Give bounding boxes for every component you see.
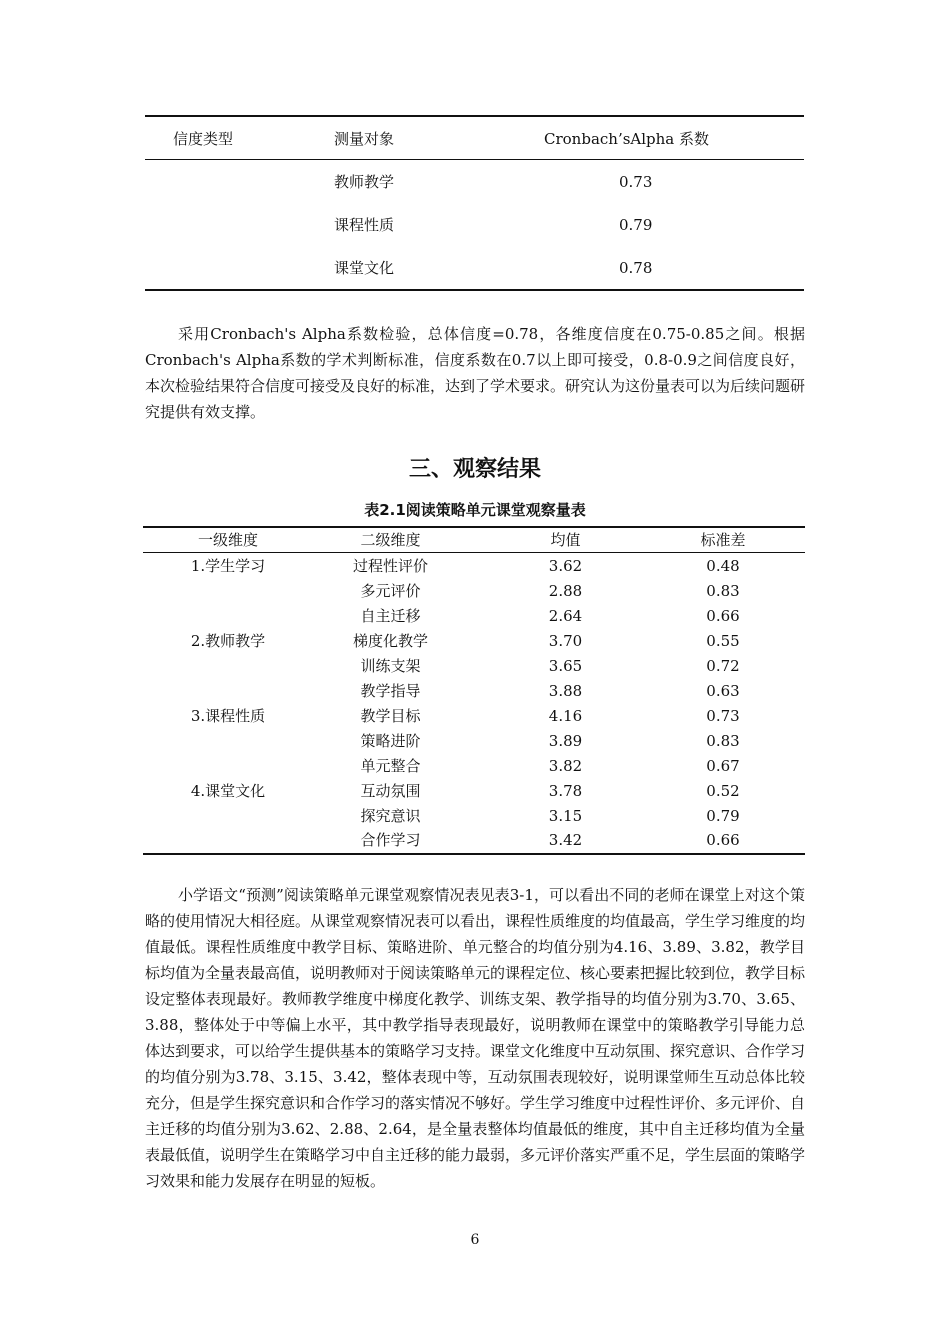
cell-mean: 3.62 — [548, 557, 583, 575]
cell-dim2: 单元整合 — [360, 757, 421, 775]
table-caption: 表2.1阅读策略单元课堂观察量表 — [364, 501, 586, 519]
table-cell-object: 课堂文化 — [334, 259, 395, 277]
cell-mean: 2.64 — [548, 607, 583, 625]
cell-sd: 0.83 — [706, 582, 740, 600]
cell-mean: 2.88 — [548, 582, 583, 600]
cell-sd: 0.66 — [706, 831, 740, 849]
cell-dim2: 互动氛围 — [360, 782, 421, 800]
table-bottom-rule — [145, 289, 804, 291]
section-heading: 三、观察结果 — [408, 457, 541, 482]
table-row — [143, 828, 805, 853]
header-dim1: 一级维度 — [197, 531, 258, 549]
cell-sd: 0.55 — [706, 632, 740, 650]
table-header-rule — [145, 159, 804, 160]
cell-mean: 3.78 — [548, 782, 583, 800]
cell-mean: 3.88 — [548, 682, 583, 700]
header-mean: 均值 — [550, 531, 581, 549]
analysis-paragraph: 小学语文“预测”阅读策略单元课堂观察情况表见表3-1，可以看出不同的老师在课堂上对这个策略的使用情况大相径庭。从课堂观察情况表可以看出，课程性质维度的均值最高，学生学习维度的均值最低。课程性质维度中教学目标、策略进阶、单元整合的均值分别为4.16、3.89、3.82，教学目标均值为全量表最高值，说明教师对于阅读策略单元的课程定位、核心要素把握比较到位，教学目标设定整体表现最好。教师教学维度中梯度化教学、训练支架、教学指导的均值分别为3.70、3.65、3.88，整体处于中等偏上水平，其中教学指导表现最好，说明教师在课堂中的策略教学引导能力总体达到要求，可以给学生提供基本的策略学习支持。课堂文化维度中互动氛围、探究意识、合作学习的均值分别为3.78、3.15、3.42，整体表现中等，互动氛围表现较好，说明课堂师生互动总体比较充分，但是学生探究意识和合作学习的落实情况不够好。学生学习维度中过程性评价、多元评价、自主迁移的均值分别为3.62、2.88、2.64，是全量表整体均值最低的维度，其中自主迁移均值为全量表最低值，说明学生在策略学习中自主迁移的能力最弱，多元评价落实严重不足，学生层面的策略学习效果和能力发展存在明显的短板。 — [145, 886, 806, 1190]
header-alpha: Cronbach’sAlpha 系数 — [544, 130, 710, 148]
table-header-rule — [143, 552, 805, 553]
cell-sd: 0.72 — [706, 657, 740, 675]
table-cell-alpha: 0.78 — [619, 259, 653, 277]
cell-sd: 0.67 — [706, 757, 740, 775]
cell-sd: 0.48 — [706, 557, 740, 575]
cell-sd: 0.73 — [706, 707, 740, 725]
table-row — [143, 629, 805, 654]
cell-dim2: 教学目标 — [360, 707, 421, 725]
cell-dim2: 合作学习 — [360, 831, 421, 849]
reliability-paragraph: 采用Cronbach's Alpha系数检验，总体信度=0.78，各维度信度在0.75-0.85之间。根据Cronbach's Alpha系数的学术判断标准，信度系数在0.7以上即可接受，0.8-0.9之间信度良好，本次检验结果符合信度可接受及良好的标准，达到了学术要求。研究认为这份量表可以为后续问题研究提供有效支撑。 — [145, 325, 806, 421]
cell-dim2: 策略进阶 — [360, 732, 421, 750]
cell-mean: 3.65 — [548, 657, 583, 675]
table-row — [143, 554, 805, 579]
cell-sd: 0.66 — [706, 607, 740, 625]
table-cell-alpha: 0.73 — [619, 173, 653, 191]
table-row — [143, 654, 805, 679]
table-row — [143, 779, 805, 804]
table-row — [143, 679, 805, 704]
cell-sd: 0.79 — [706, 807, 740, 825]
cell-sd: 0.52 — [706, 782, 740, 800]
cell-dim2: 教学指导 — [360, 682, 421, 700]
cell-dim1: 4.课堂文化 — [190, 782, 266, 800]
cell-mean: 3.82 — [548, 757, 583, 775]
cell-mean: 4.16 — [548, 707, 583, 725]
cell-mean: 3.15 — [548, 807, 583, 825]
cell-dim2: 训练支架 — [360, 657, 421, 675]
header-sd: 标准差 — [700, 531, 746, 549]
table-top-rule — [145, 115, 804, 117]
cell-dim2: 探究意识 — [360, 807, 421, 825]
page-number: 6 — [470, 1232, 480, 1248]
table-bottom-rule — [143, 853, 805, 855]
cell-dim2: 过程性评价 — [352, 557, 428, 575]
cell-dim2: 梯度化教学 — [352, 632, 428, 650]
table-row — [143, 704, 805, 729]
table-cell-alpha: 0.79 — [619, 216, 653, 234]
cell-sd: 0.63 — [706, 682, 740, 700]
cell-sd: 0.83 — [706, 732, 740, 750]
header-dim2: 二级维度 — [360, 531, 421, 549]
cell-mean: 3.42 — [548, 831, 583, 849]
cell-dim2: 自主迁移 — [360, 607, 421, 625]
table-cell-object: 教师教学 — [334, 173, 395, 191]
cell-dim1: 1.学生学习 — [190, 557, 266, 575]
cell-dim1: 2.教师教学 — [190, 632, 266, 650]
cell-dim2: 多元评价 — [360, 582, 421, 600]
header-measure-object: 测量对象 — [334, 130, 395, 148]
table-row — [143, 754, 805, 779]
table-row — [143, 579, 805, 604]
cell-dim1: 3.课程性质 — [190, 707, 266, 725]
table-cell-object: 课程性质 — [334, 216, 395, 234]
table-row — [143, 604, 805, 629]
header-reliability-type: 信度类型 — [173, 130, 234, 148]
table-row — [143, 804, 805, 829]
cell-mean: 3.89 — [548, 732, 583, 750]
cell-mean: 3.70 — [548, 632, 583, 650]
table-row — [143, 729, 805, 754]
